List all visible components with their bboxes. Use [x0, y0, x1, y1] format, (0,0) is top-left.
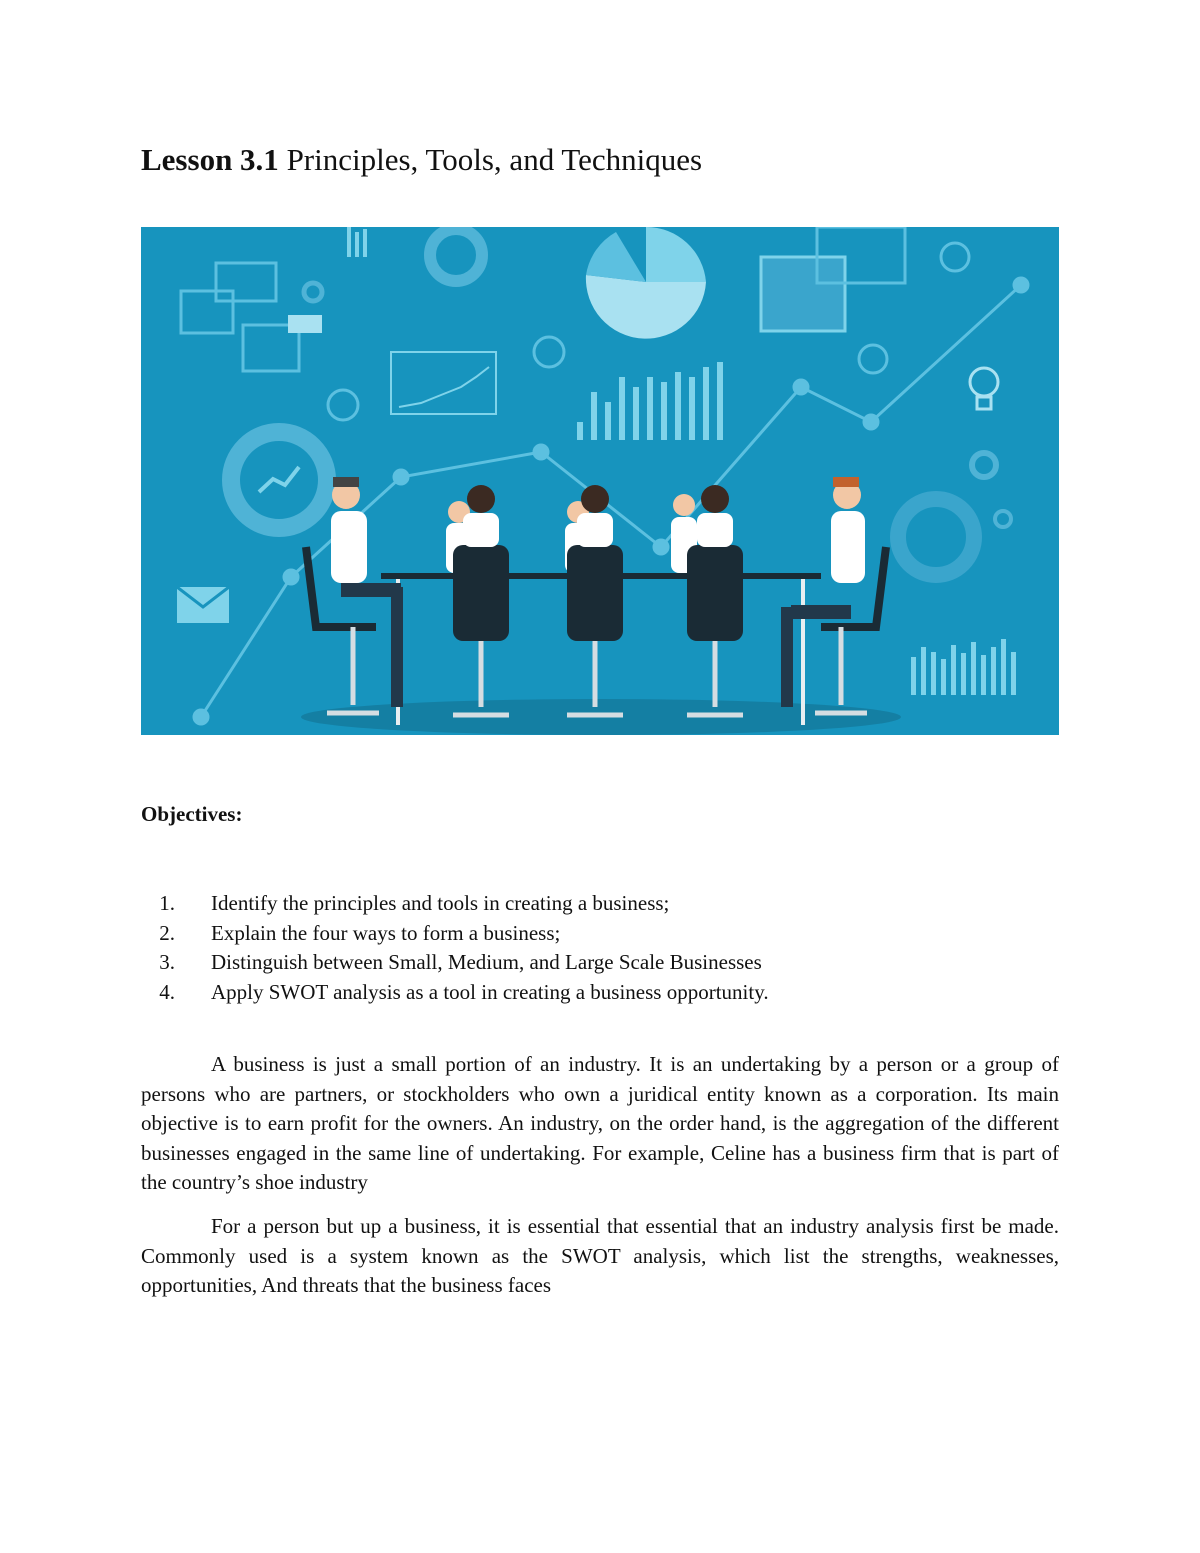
list-item-text: Identify the principles and tools in creating a business;	[211, 891, 670, 915]
objectives-list	[141, 889, 1059, 1007]
donut-chart-icon	[231, 432, 327, 528]
list-item	[141, 978, 1059, 1008]
list-number: 4.	[159, 979, 175, 1004]
list-number: 3.	[159, 950, 175, 974]
list-item-text: Distinguish between Small, Medium, and Large Scale Businesses	[211, 950, 762, 974]
list-item-text: Apply SWOT analysis as a tool in creating a business opportunity.	[211, 979, 769, 1004]
lesson-number: Lesson 3.1	[141, 142, 279, 177]
person-icon	[306, 477, 886, 715]
line-chart-icon	[391, 352, 496, 414]
list-number: 1.	[159, 891, 175, 915]
list-item-text: Explain the four ways to form a business;	[211, 920, 561, 945]
list-item	[141, 919, 1059, 949]
lightbulb-icon	[970, 368, 998, 409]
list-item	[141, 889, 1059, 919]
body-paragraph-2: For a person but up a business, it is essential that essential that an industry analysis first be made. Commonly used is a system known as the SWOT analysis, which list the strengths, weaknesses, opportunities, And threats that the business faces	[141, 1214, 1059, 1297]
lesson-title	[141, 140, 702, 180]
objectives-heading: Objectives:	[141, 802, 243, 826]
lesson-title-text: Principles, Tools, and Techniques	[286, 142, 703, 177]
list-item	[141, 948, 1059, 978]
list-number: 2.	[159, 920, 175, 945]
body-paragraph-1: A business is just a small portion of an industry. It is an undertaking by a person or a group of persons who are partners, or stockholders who own a juridical entity known as a corporation. Its main objective is to earn profit for the owners. An industry, on the order hand, is the aggregation of the different businesses engaged in the same line of undertaking. For example, Celine has a business firm that is part of the country’s shoe industry	[141, 1052, 1059, 1194]
business-meeting-illustration	[141, 227, 1059, 735]
pie-chart-icon	[586, 227, 706, 339]
